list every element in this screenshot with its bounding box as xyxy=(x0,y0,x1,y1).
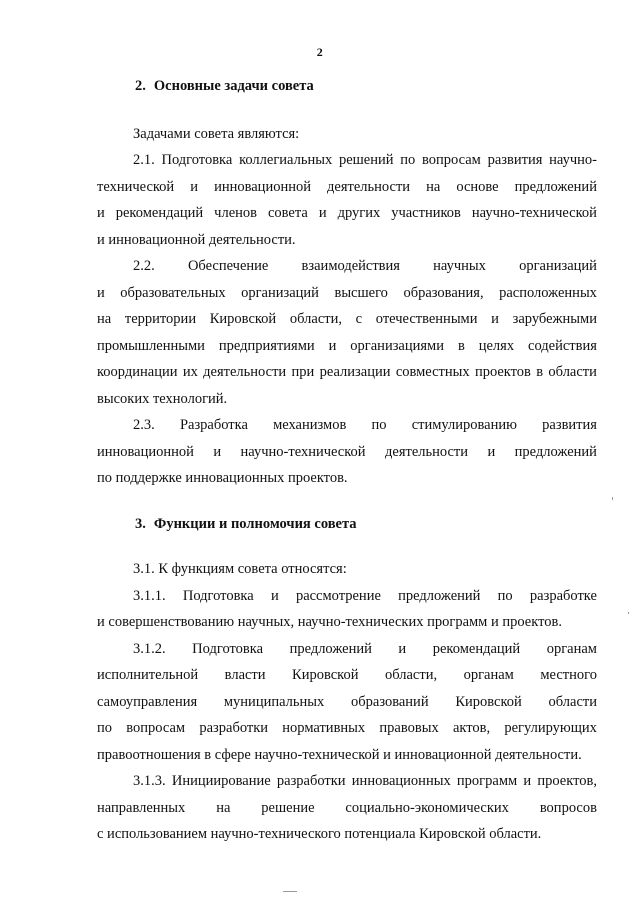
word: научно-технической xyxy=(471,205,597,221)
word: научно-технической xyxy=(240,444,366,460)
word: на xyxy=(426,179,441,195)
word: программ xyxy=(456,773,518,789)
line-text xyxy=(97,715,597,742)
word: актов, xyxy=(452,720,491,736)
word: исполнительной xyxy=(97,667,199,683)
word: и xyxy=(318,205,327,221)
word: организациями xyxy=(350,338,444,354)
section-2-number: 2. xyxy=(135,78,146,94)
word: 2.3. xyxy=(133,417,155,433)
word: и xyxy=(97,285,105,301)
word: 3.1.3. xyxy=(133,773,166,789)
word: проектов, xyxy=(537,773,597,789)
paragraph-2-2-line-1 xyxy=(97,253,597,280)
word: механизмов xyxy=(273,417,347,433)
paragraph-2-1-line-2 xyxy=(97,174,597,201)
word: Подготовка xyxy=(182,588,254,604)
word: власти xyxy=(224,667,266,683)
word: инновационной xyxy=(214,179,311,195)
section-3-title: Функции и полномочия совета xyxy=(153,516,357,532)
paragraph-3-1-2-line-3 xyxy=(97,689,597,716)
word: совета xyxy=(267,205,308,221)
word: и xyxy=(491,311,499,327)
word: рекомендаций xyxy=(115,205,204,221)
word: органам xyxy=(463,667,514,683)
line-text xyxy=(97,689,597,716)
word: рекомендаций xyxy=(432,641,521,657)
word: решений xyxy=(338,152,394,168)
word: рассмотрение xyxy=(295,588,381,604)
word: и xyxy=(523,773,532,789)
word: разработки xyxy=(276,773,346,789)
line-text xyxy=(133,253,597,280)
line-text xyxy=(133,768,597,795)
line-text xyxy=(97,795,597,822)
word: при xyxy=(291,364,315,380)
scan-speck xyxy=(612,497,613,500)
word: социально-экономических xyxy=(345,800,509,816)
word: по xyxy=(97,720,113,736)
line-text xyxy=(97,333,597,360)
paragraph-3-1-1-line-1 xyxy=(97,583,597,610)
word: промышленными xyxy=(97,338,205,354)
paragraph-3-1-2-line-5: правоотношения в сфере научно-технической и инновационной деятельности. xyxy=(97,747,582,763)
paragraph-2-1-line-3 xyxy=(97,200,597,227)
word: технической xyxy=(97,179,175,195)
word: 2.2. xyxy=(133,258,155,274)
word: инновационных xyxy=(351,773,451,789)
word: вопросам xyxy=(422,152,481,168)
word: предложений xyxy=(289,641,372,657)
line-text xyxy=(97,200,597,227)
word: территории xyxy=(124,311,197,327)
paragraph-2-2-line-5 xyxy=(97,359,597,386)
word: муниципальных xyxy=(223,694,325,710)
word: других xyxy=(337,205,381,221)
section-2-heading xyxy=(135,78,314,95)
word: целях xyxy=(478,338,515,354)
word: проектов xyxy=(474,364,531,380)
paragraph-2-2-line-4 xyxy=(97,333,597,360)
word: по xyxy=(371,417,387,433)
word: области, xyxy=(289,311,342,327)
word: предложений xyxy=(398,588,481,604)
section-3-number: 3. xyxy=(135,516,146,532)
line-text xyxy=(97,662,597,689)
word: совместных xyxy=(395,364,470,380)
word: регулирующих xyxy=(504,720,597,736)
word: предприятиями xyxy=(218,338,315,354)
word: и xyxy=(270,588,279,604)
paragraph-2-2-line-2 xyxy=(97,280,597,307)
word: их xyxy=(182,364,198,380)
word: 2.1. xyxy=(133,152,155,168)
word: в xyxy=(536,364,544,380)
word: Разработка xyxy=(179,417,248,433)
paragraph-2-2-line-3 xyxy=(97,306,597,333)
word: по xyxy=(400,152,416,168)
word: правовых xyxy=(379,720,439,736)
paragraph-2-1-line-1 xyxy=(97,147,597,174)
paragraph-3-1-3-line-2 xyxy=(97,795,597,822)
page-number: 2 xyxy=(316,45,324,59)
line-text xyxy=(97,439,597,466)
word: стимулированию xyxy=(411,417,517,433)
word: организаций xyxy=(519,258,597,274)
word: Обеспечение xyxy=(187,258,269,274)
word: самоуправления xyxy=(97,694,198,710)
word: деятельности xyxy=(203,364,287,380)
paragraph-2-3-line-3: по поддержке инновационных проектов. xyxy=(97,470,348,486)
paragraph-3-1-1-line-2: и совершенствованию научных, научно-технических программ и проектов. xyxy=(97,614,562,630)
section-3-heading xyxy=(135,516,357,533)
word: 3.1.2. xyxy=(133,641,166,657)
line-text xyxy=(97,306,597,333)
word: Инициирование xyxy=(171,773,271,789)
scan-speck xyxy=(283,891,297,892)
word: координации xyxy=(97,364,178,380)
word: образований xyxy=(351,694,429,710)
paragraph-3-1-3-line-1 xyxy=(97,768,597,795)
word: научно- xyxy=(549,152,597,168)
word: вопросам xyxy=(126,720,186,736)
word: 3.1.1. xyxy=(133,588,166,604)
line-text xyxy=(97,174,597,201)
word: коллегиальных xyxy=(239,152,333,168)
word: разработке xyxy=(529,588,597,604)
word: отечественными xyxy=(375,311,478,327)
paragraph-3-1-2-line-2 xyxy=(97,662,597,689)
word: взаимодействия xyxy=(301,258,400,274)
section-2-title: Основные задачи совета xyxy=(153,78,314,94)
word: инновационной xyxy=(97,444,194,460)
word: органам xyxy=(546,641,597,657)
word: и xyxy=(487,444,496,460)
word: образовательных xyxy=(120,285,226,301)
paragraph-2-3-line-1 xyxy=(97,412,597,439)
word: Кировской xyxy=(455,694,522,710)
word: области, xyxy=(384,667,438,683)
line-text xyxy=(133,583,597,610)
line-text xyxy=(97,280,597,307)
word: решение xyxy=(261,800,315,816)
word: на xyxy=(97,311,112,327)
paragraph-2-2-line-6: высоких технологий. xyxy=(97,391,228,407)
line-text xyxy=(97,359,597,386)
scan-speck xyxy=(628,612,629,614)
word: и xyxy=(97,205,105,221)
paragraph-3-1-2-line-4 xyxy=(97,715,597,742)
word: по xyxy=(497,588,513,604)
word: Кировской xyxy=(209,311,277,327)
word: на xyxy=(216,800,231,816)
section-3-intro: 3.1. К функциям совета относятся: xyxy=(133,561,347,577)
word: области xyxy=(548,694,597,710)
section-2-intro: Задачами совета являются: xyxy=(133,126,300,142)
word: участников xyxy=(391,205,461,221)
word: расположенных xyxy=(499,285,597,301)
word: и xyxy=(190,179,199,195)
word: основе xyxy=(456,179,499,195)
word: развития xyxy=(542,417,597,433)
word: Подготовка xyxy=(161,152,233,168)
word: Кировской xyxy=(292,667,359,683)
word: реализации xyxy=(319,364,391,380)
word: развития xyxy=(487,152,543,168)
line-text xyxy=(133,636,597,663)
word: содействия xyxy=(528,338,597,354)
word: зарубежными xyxy=(512,311,597,327)
paragraph-3-1-3-line-3: с использованием научно-технического потенциала Кировской области. xyxy=(97,826,542,842)
word: организаций xyxy=(241,285,319,301)
word: предложений xyxy=(514,444,597,460)
word: и xyxy=(213,444,222,460)
paragraph-2-3-line-2 xyxy=(97,439,597,466)
word: предложений xyxy=(514,179,597,195)
word: вопросов xyxy=(539,800,597,816)
word: и xyxy=(328,338,337,354)
word: образования, xyxy=(403,285,484,301)
line-text xyxy=(133,147,597,174)
paragraph-2-1-line-4: и инновационной деятельности. xyxy=(97,232,296,248)
word: в xyxy=(457,338,465,354)
word: области xyxy=(548,364,597,380)
word: членов xyxy=(214,205,257,221)
word: Подготовка xyxy=(192,641,264,657)
word: нормативных xyxy=(282,720,366,736)
word: разработки xyxy=(199,720,269,736)
word: с xyxy=(355,311,363,327)
word: деятельности xyxy=(385,444,469,460)
word: и xyxy=(398,641,407,657)
line-text xyxy=(133,412,597,439)
word: высшего xyxy=(334,285,388,301)
paragraph-3-1-2-line-1 xyxy=(97,636,597,663)
word: деятельности xyxy=(327,179,411,195)
word: местного xyxy=(540,667,597,683)
word: научных xyxy=(433,258,486,274)
word: направленных xyxy=(97,800,186,816)
